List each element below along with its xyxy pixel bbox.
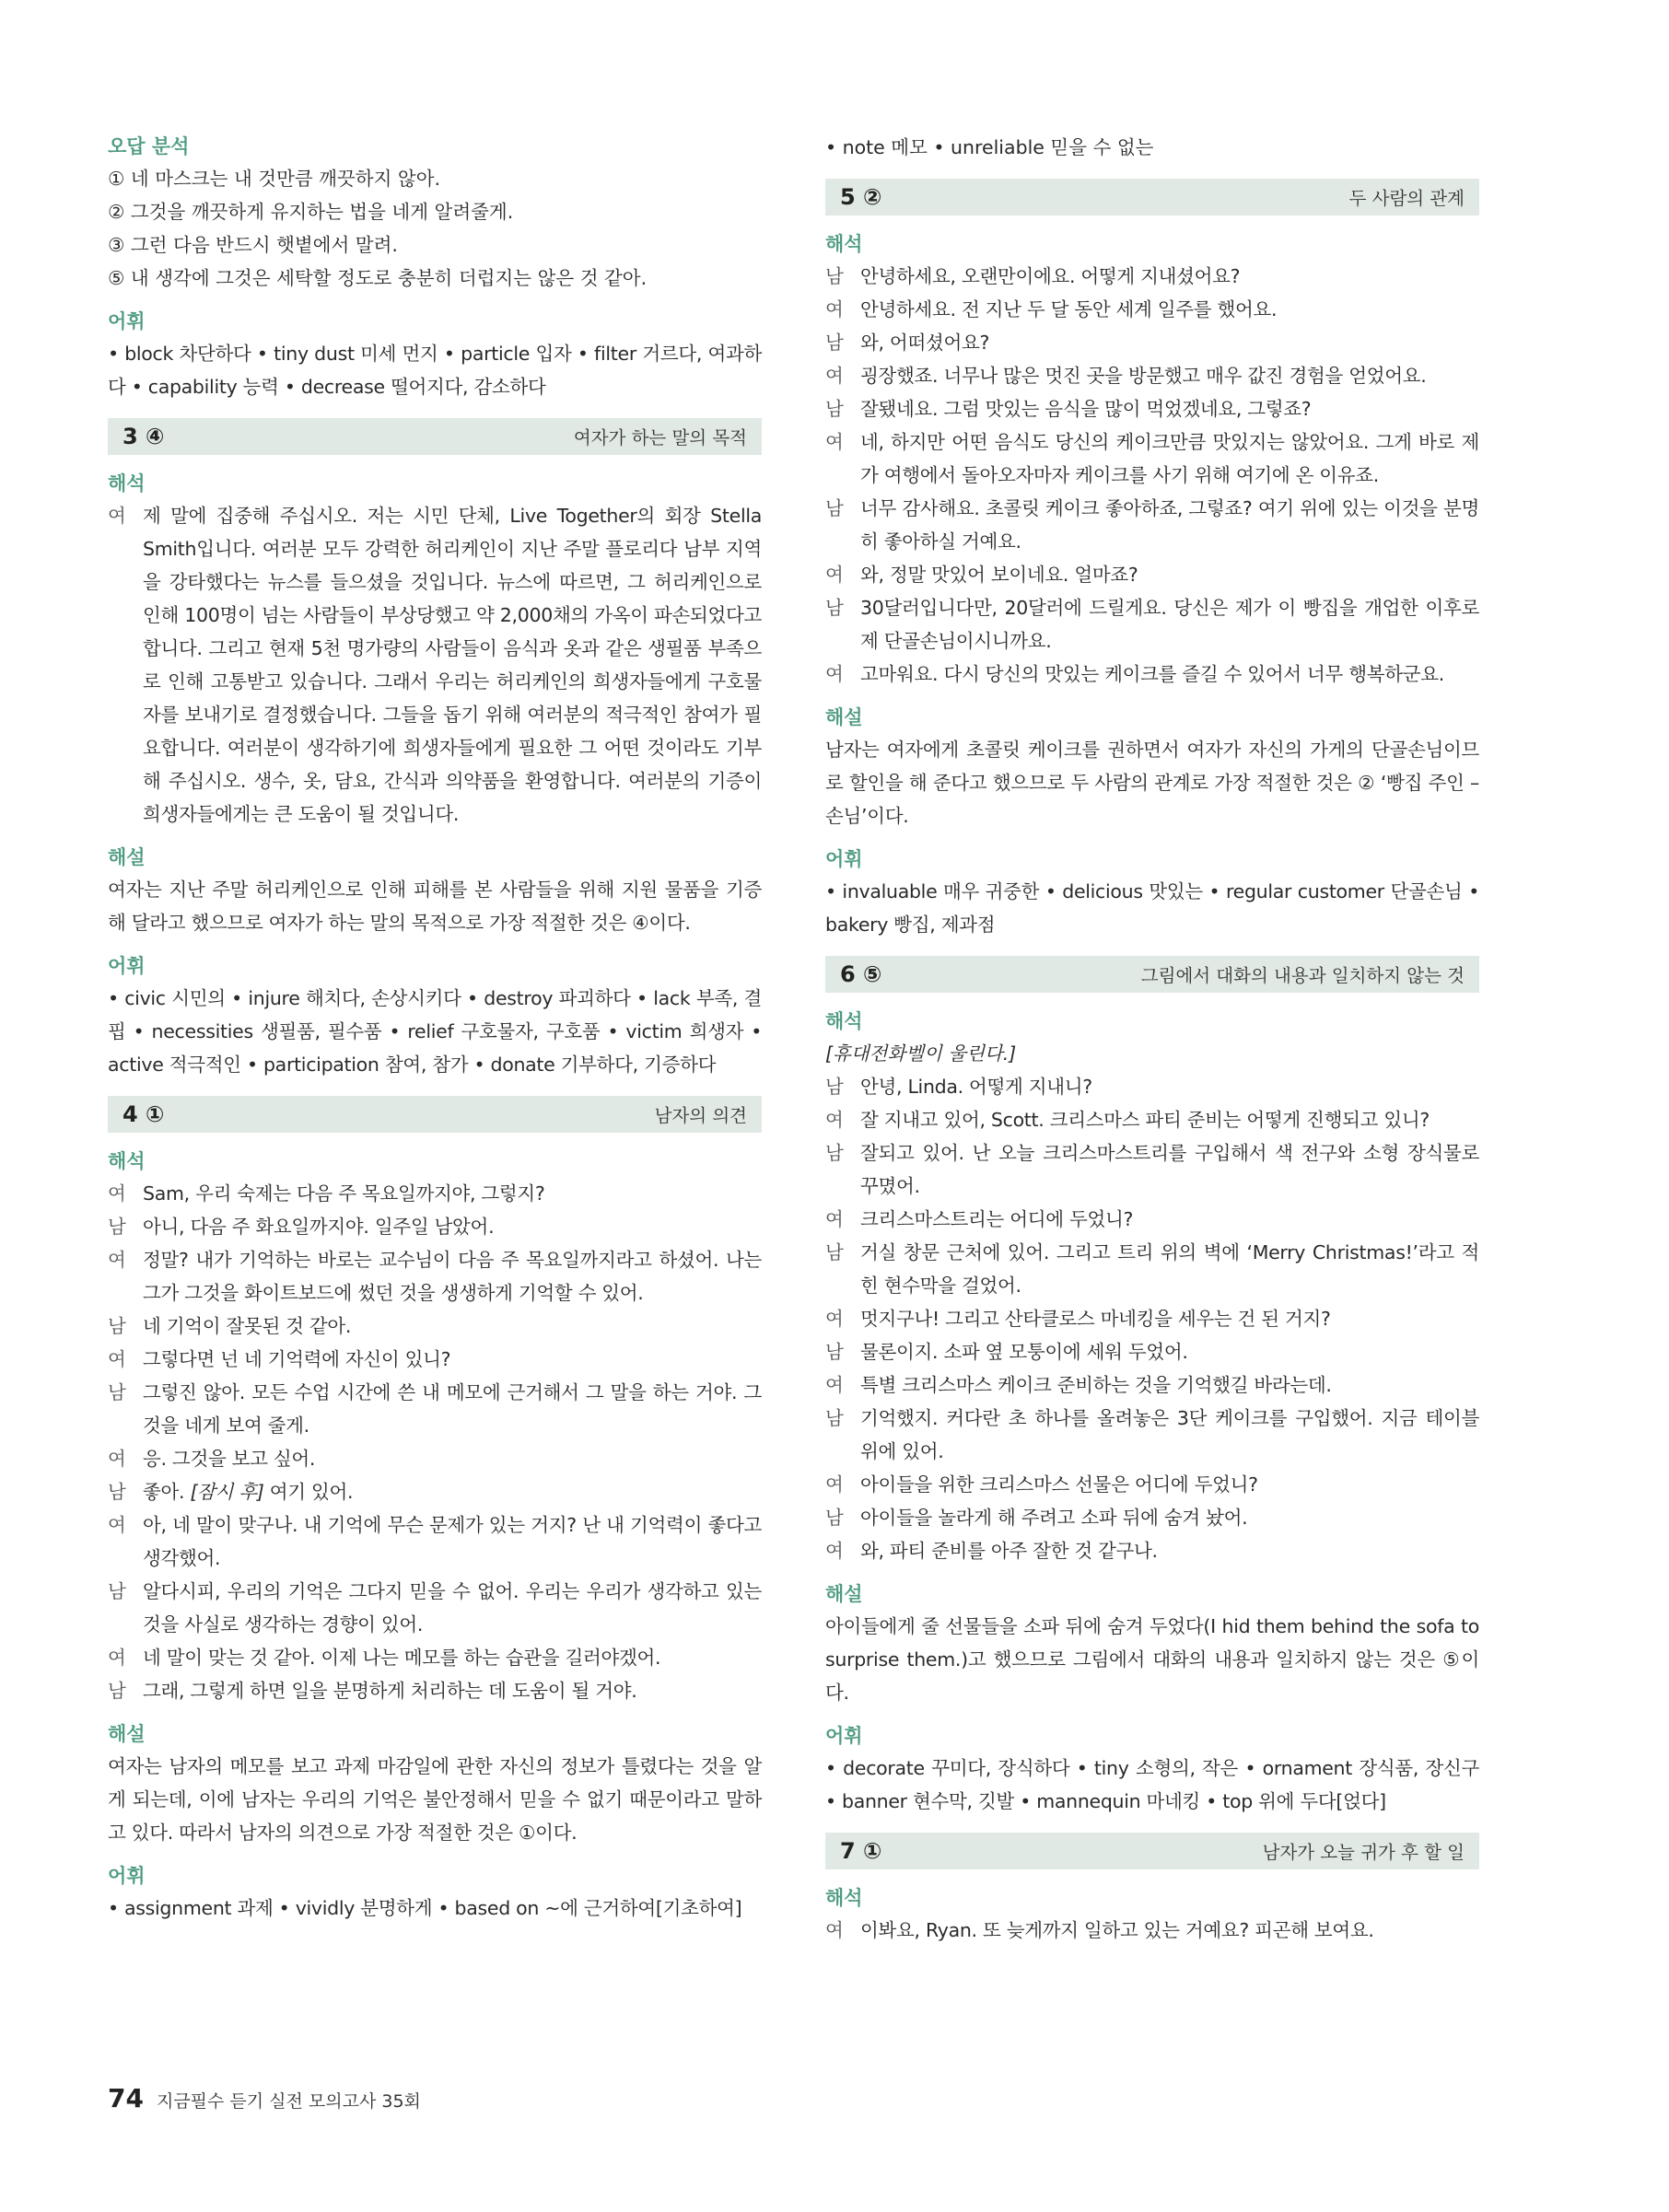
dialogue-line: [825, 1368, 1479, 1402]
dialogue-line: [825, 425, 1479, 492]
dialogue-line: [825, 1402, 1479, 1468]
speaker: 남: [825, 1241, 844, 1263]
dialogue-line: [108, 1343, 762, 1376]
explanation-text: 아이들에게 줄 선물들을 소파 뒤에 숨겨 두었다(I hid them behind the sofa to surprise them.)고 했으므로 그림에서 대화의 내용과 일치하지 않는 것은 ⑤이다.: [825, 1615, 1479, 1704]
dialogue-line: [108, 1310, 762, 1343]
question-title: 그림에서 대화의 내용과 일치하지 않는 것: [1140, 965, 1465, 986]
speech-text: 알다시피, 우리의 기억은 그다지 믿을 수 없어. 우리는 우리가 생각하고 있는 것을 사실로 생각하는 경향이 있어.: [143, 1580, 762, 1636]
speaker: 여: [825, 298, 844, 320]
speaker: 여: [825, 1919, 844, 1941]
speech-text: 와, 정말 맛있어 보이네요. 얼마죠?: [860, 564, 1138, 586]
speaker: 여: [825, 663, 844, 685]
speaker: 남: [108, 1315, 126, 1337]
error-item: ② 그것을 깨끗하게 유지하는 법을 네게 알려줄게.: [108, 201, 514, 223]
speaker: 여: [825, 1540, 844, 1562]
question-header-7: [825, 1833, 1479, 1869]
dialogue-line: [825, 1136, 1479, 1203]
translation-label: 해석: [108, 472, 146, 495]
speech-text: 아이들을 놀라게 해 주려고 소파 뒤에 숨겨 놨어.: [860, 1507, 1248, 1529]
speech-text: 아이들을 위한 크리스마스 선물은 어디에 두었니?: [860, 1473, 1258, 1496]
error-analysis-label: 오답 분석: [108, 135, 190, 157]
speaker: 남: [825, 1142, 844, 1164]
speaker: 여: [825, 1473, 844, 1496]
vocab-label: 어휘: [825, 848, 863, 870]
speech-text: 이봐요, Ryan. 또 늦게까지 일하고 있는 거예요? 피곤해 보여요.: [860, 1919, 1374, 1941]
speaker: 남: [825, 597, 844, 619]
speech-text: 거실 창문 근처에 있어. 그리고 트리 위의 벽에 ‘Merry Christmas!’라고 적힌 현수막을 걸었어.: [860, 1241, 1479, 1297]
dialogue-line: [108, 1674, 762, 1707]
speech-text: 잘되고 있어. 난 오늘 크리스마스트리를 구입해서 색 전구와 소형 장식물로 꾸몄어.: [860, 1142, 1479, 1197]
speaker: 여: [108, 1647, 126, 1669]
speech-text: 와, 어떠셨어요?: [860, 332, 990, 354]
speech-text: Sam, 우리 숙제는 다음 주 목요일까지야, 그렇지?: [143, 1182, 545, 1205]
speaker: 남: [825, 497, 844, 519]
dialogue-line: [825, 1501, 1479, 1534]
question-number: 7 ①: [840, 1838, 882, 1864]
dialogue-line: [108, 1641, 762, 1674]
stage-direction: [잠시 후]: [190, 1481, 264, 1503]
dialogue-line: [108, 1475, 762, 1508]
explanation-label: 해설: [825, 1583, 863, 1605]
speech-text: 응. 그것을 보고 싶어.: [143, 1448, 316, 1470]
dialogue-line: [108, 1442, 762, 1475]
vocab-label: 어휘: [825, 1725, 863, 1747]
dialogue-line: [108, 1575, 762, 1641]
speech-text: 아니, 다음 주 화요일까지야. 일주일 남았어.: [143, 1216, 495, 1238]
speech-text: 와, 파티 준비를 아주 잘한 것 같구나.: [860, 1540, 1158, 1562]
question-number: 4 ①: [123, 1101, 165, 1127]
speaker: 여: [825, 564, 844, 586]
dialogue-line: [825, 591, 1479, 658]
explanation-label: 해설: [108, 846, 146, 868]
speech-text: 제 말에 집중해 주십시오. 저는 시민 단체, Live Together의 회장 Stella Smith입니다. 여러분 모두 강력한 허리케인이 지난 주말 플로리다 남부 지역을 강타했다는 뉴스를 들으셨을 것입니다. 뉴스에 따르면, 그 허리케인으로 인해 100명이 넘는 사람들이 부상당했고 약 2,000채의 가옥이 파손되었다고 합니다. 그리고 현재 5천 명가량의 사람들이 음식과 옷과 같은 생필품 부족으로 인해 고통받고 있습니다. 그래서 우리는 허리케인의 희생자들에게 구호물자를 보내기로 결정했습니다. 그들을 돕기 위해 여러분의 적극적인 참여가 필요합니다. 여러분이 생각하기에 희생자들에게 필요한 그 어떤 것이라도 기부해 주십시오. 생수, 옷, 담요, 간식과 의약품을 환영합니다. 여러분의 기증이 희생자들에게는 큰 도움이 될 것입니다.: [143, 505, 762, 825]
speaker: 여: [825, 1374, 844, 1396]
book-title: 지금필수 듣기 실전 모의고사 35회: [156, 2091, 421, 2112]
dialogue-line: [825, 260, 1479, 293]
question-number: 5 ②: [840, 184, 882, 210]
dialogue-line: [825, 1236, 1479, 1302]
speech-text: 여기 있어.: [263, 1481, 354, 1503]
vocab-list: • block 차단하다 • tiny dust 미세 먼지 • particle 입자 • filter 거르다, 여과하다 • capability 능력 • decrease 떨어지다, 감소하다: [108, 343, 762, 398]
explanation-text: 여자는 남자의 메모를 보고 과제 마감일에 관한 자신의 정보가 틀렸다는 것을 알게 되는데, 이에 남자는 우리의 기억은 불안정해서 믿을 수 없기 때문이라고 말하고 있다. 따라서 남자의 의견으로 가장 적절한 것은 ①이다.: [108, 1755, 762, 1844]
dialogue-line: [825, 1468, 1479, 1501]
speech-text: 너무 감사해요. 초콜릿 케이크 좋아하죠, 그렇죠? 여기 위에 있는 이것을 분명히 좋아하실 거예요.: [860, 497, 1479, 553]
dialogue-line: [825, 1335, 1479, 1368]
speech-text: 네, 하지만 어떤 음식도 당신의 케이크만큼 맛있지는 않았어요. 그게 바로 제가 여행에서 돌아오자마자 케이크를 사기 위해 여기에 온 이유죠.: [860, 431, 1479, 486]
translation-label: 해석: [825, 1010, 863, 1032]
right-column: [825, 131, 1479, 1947]
error-item: ⑤ 내 생각에 그것은 세탁할 정도로 충분히 더럽지는 않은 것 같아.: [108, 267, 648, 289]
explanation-text: 여자는 지난 주말 허리케인으로 인해 피해를 본 사람들을 위해 지원 물품을 기증해 달라고 했으므로 여자가 하는 말의 목적으로 가장 적절한 것은 ④이다.: [108, 879, 762, 934]
question-header-3: [108, 418, 762, 455]
vocab-label: 어휘: [108, 310, 146, 332]
dialogue-line: [825, 1914, 1479, 1947]
explanation-label: 해설: [108, 1723, 146, 1745]
dialogue-line: [825, 1070, 1479, 1103]
speaker: 여: [825, 1109, 844, 1131]
dialogue-line: [825, 1534, 1479, 1567]
speaker: 남: [108, 1381, 126, 1403]
speaker: 남: [825, 1507, 844, 1529]
speech-text: 특별 크리스마스 케이크 준비하는 것을 기억했길 바라는데.: [860, 1374, 1332, 1396]
dialogue-line: [108, 1508, 762, 1575]
speech-text: 굉장했죠. 너무나 많은 멋진 곳을 방문했고 매우 값진 경험을 얻었어요.: [860, 365, 1427, 387]
speech-text: 안녕하세요. 전 지난 두 달 동안 세계 일주를 했어요.: [860, 298, 1278, 320]
speaker: 여: [825, 431, 844, 453]
speaker: 여: [825, 1308, 844, 1330]
speech-text: 그렇다면 넌 네 기억력에 자신이 있니?: [143, 1348, 451, 1370]
speech-text: 좋아.: [143, 1481, 185, 1503]
speech-text: 그렇진 않아. 모든 수업 시간에 쓴 내 메모에 근거해서 그 말을 하는 거야. 그것을 네게 보여 줄게.: [143, 1381, 762, 1437]
speaker: 여: [108, 1448, 126, 1470]
speaker: 여: [825, 365, 844, 387]
speaker: 남: [108, 1680, 126, 1702]
dialogue-line: [825, 492, 1479, 558]
speech-text: 멋지구나! 그리고 산타클로스 마네킹을 세우는 건 된 거지?: [860, 1308, 1331, 1330]
vocab-list: • decorate 꾸미다, 장식하다 • tiny 소형의, 작은 • ornament 장식품, 장신구 • banner 현수막, 깃발 • mannequin 마네킹 • top 위에 두다[얹다]: [825, 1757, 1479, 1812]
speech-text: 30달러입니다만, 20달러에 드릴게요. 당신은 제가 이 빵집을 개업한 이후로 제 단골손님이시니까요.: [860, 597, 1479, 652]
translation-label: 해석: [825, 1887, 863, 1909]
dialogue-line: [825, 558, 1479, 591]
stage-direction: [휴대전화벨이 울린다.]: [825, 1042, 1017, 1065]
question-header-5: [825, 179, 1479, 215]
speech-text: 잘 지내고 있어, Scott. 크리스마스 파티 준비는 어떻게 진행되고 있니?: [860, 1109, 1430, 1131]
explanation-text: 남자는 여자에게 초콜릿 케이크를 권하면서 여자가 자신의 가게의 단골손님이므로 할인을 해 준다고 했으므로 두 사람의 관계로 가장 적절한 것은 ② ‘빵집 주인 – 손님’이다.: [825, 739, 1479, 827]
error-item: ③ 그런 다음 반드시 햇볕에서 말려.: [108, 234, 398, 256]
speaker: 남: [825, 398, 844, 420]
speech-text: 기억했지. 커다란 초 하나를 올려놓은 3단 케이크를 구입했어. 지금 테이블 위에 있어.: [860, 1407, 1479, 1462]
dialogue-line: [825, 326, 1479, 359]
vocab-label: 어휘: [108, 1865, 146, 1887]
dialogue-line: [825, 392, 1479, 425]
speaker: 남: [825, 1407, 844, 1429]
left-column: [108, 131, 762, 1925]
speaker: 여: [108, 1249, 126, 1271]
speaker: 남: [108, 1580, 126, 1602]
speech-text: 정말? 내가 기억하는 바로는 교수님이 다음 주 목요일까지라고 하셨어. 나는 그가 그것을 화이트보드에 썼던 것을 생생하게 기억할 수 있어.: [143, 1249, 762, 1304]
speech-text: 안녕하세요, 오랜만이에요. 어떻게 지내셨어요?: [860, 265, 1241, 287]
page-number: 74: [108, 2083, 144, 2113]
question-number: 6 ⑤: [840, 961, 882, 987]
question-header-4: [108, 1096, 762, 1133]
translation-label: 해석: [108, 1150, 146, 1172]
question-number: 3 ④: [123, 424, 165, 449]
dialogue-line: [825, 293, 1479, 326]
vocab-list: • note 메모 • unreliable 믿을 수 없는: [825, 136, 1154, 158]
speaker: 남: [108, 1216, 126, 1238]
speaker: 남: [108, 1481, 126, 1503]
speech-text: 그래, 그렇게 하면 일을 분명하게 처리하는 데 도움이 될 거야.: [143, 1680, 637, 1702]
speaker: 여: [825, 1208, 844, 1230]
vocab-list: • civic 시민의 • injure 해치다, 손상시키다 • destroy 파괴하다 • lack 부족, 결핍 • necessities 생필품, 필수품 • relief 구호물자, 구호품 • victim 희생자 • active 적극적인 • participation 참여, 참가 • donate 기부하다, 기증하다: [108, 987, 762, 1076]
speech-text: 잘됐네요. 그럼 맛있는 음식을 많이 먹었겠네요, 그렇죠?: [860, 398, 1312, 420]
speech-text: 안녕, Linda. 어떻게 지내니?: [860, 1076, 1092, 1098]
question-header-6: [825, 956, 1479, 993]
question-title: 여자가 하는 말의 목적: [573, 427, 747, 448]
vocab-label: 어휘: [108, 955, 146, 977]
dialogue-line: [108, 1177, 762, 1210]
explanation-label: 해설: [825, 706, 863, 728]
dialogue-line: [825, 658, 1479, 691]
speaker: 남: [825, 1076, 844, 1098]
speaker: 남: [825, 332, 844, 354]
speaker: 남: [825, 265, 844, 287]
dialogue-line: [108, 1243, 762, 1310]
speech-text: 네 말이 맞는 것 같아. 이제 나는 메모를 하는 습관을 길러야겠어.: [143, 1647, 661, 1669]
speaker: 여: [108, 1182, 126, 1205]
dialogue-line: [108, 499, 762, 831]
dialogue-line: [825, 1302, 1479, 1335]
speech-text: 물론이지. 소파 옆 모퉁이에 세워 두었어.: [860, 1341, 1188, 1363]
dialogue-line: [825, 1203, 1479, 1236]
dialogue-line: [825, 359, 1479, 392]
dialogue-line: [108, 1376, 762, 1442]
speech-text: 크리스마스트리는 어디에 두었니?: [860, 1208, 1134, 1230]
translation-label: 해석: [825, 233, 863, 255]
speech-text: 고마워요. 다시 당신의 맛있는 케이크를 즐길 수 있어서 너무 행복하군요.: [860, 663, 1444, 685]
speech-text: 네 기억이 잘못된 것 같아.: [143, 1315, 352, 1337]
page-footer: [108, 2083, 421, 2113]
dialogue-line: [825, 1103, 1479, 1136]
speaker: 여: [108, 1348, 126, 1370]
vocab-list: • invaluable 매우 귀중한 • delicious 맛있는 • regular customer 단골손님 • bakery 빵집, 제과점: [825, 880, 1479, 936]
question-title: 두 사람의 관계: [1348, 188, 1465, 209]
speaker: 남: [825, 1341, 844, 1363]
vocab-list: • assignment 과제 • vividly 분명하게 • based on ~에 근거하여[기초하여]: [108, 1897, 742, 1919]
question-title: 남자가 오늘 귀가 후 할 일: [1262, 1842, 1465, 1863]
error-item: ① 네 마스크는 내 것만큼 깨끗하지 않아.: [108, 168, 441, 190]
question-title: 남자의 의견: [654, 1105, 747, 1126]
speech-text: 아, 네 말이 맞구나. 내 기억에 무슨 문제가 있는 거지? 난 내 기억력이 좋다고 생각했어.: [143, 1514, 762, 1569]
dialogue-line: [108, 1210, 762, 1243]
speaker: 여: [108, 1514, 126, 1536]
speaker: 여: [108, 505, 126, 527]
